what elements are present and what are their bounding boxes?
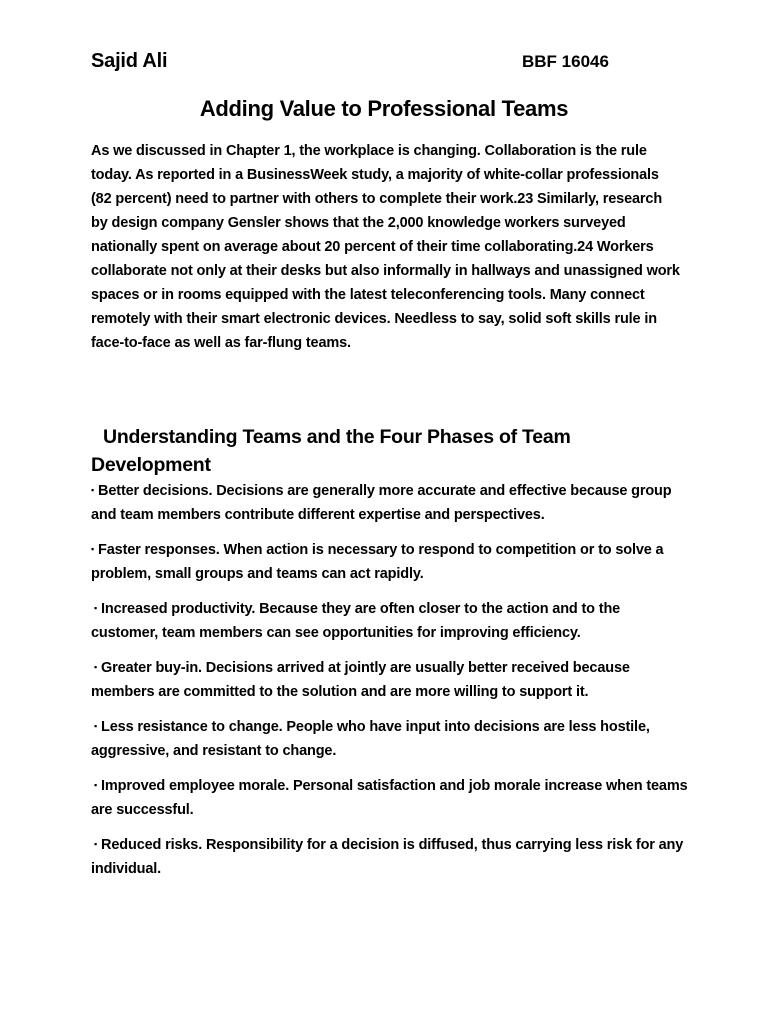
bullet-icon: ▪ [94, 721, 98, 731]
benefit-text: Reduced risks. Responsibility for a decision is diffused, thus carrying less risk for any individual. [91, 837, 684, 877]
course-code: BBF 16046 [522, 52, 609, 71]
bullet-icon: ▪ [91, 544, 95, 554]
benefits-list [91, 478, 691, 891]
benefit-item-reduced-risks [91, 832, 691, 881]
author-name: Sajid Ali [91, 50, 168, 72]
bullet-icon: ▪ [94, 839, 98, 849]
bullet-icon: ▪ [94, 780, 98, 790]
benefit-item-better-decisions [91, 478, 691, 527]
bullet-icon: ▪ [94, 603, 98, 613]
section-heading: Understanding Teams and the Four Phases of Team Development [91, 426, 571, 476]
benefit-text: Increased productivity. Because they are often closer to the action and to the customer, team members can see opportunities for improving efficiency. [91, 601, 621, 641]
benefit-item-increased-productivity [91, 596, 691, 645]
bullet-icon: ▪ [91, 485, 95, 495]
benefit-text: Less resistance to change. People who have input into decisions are less hostile, aggressive, and resistant to change. [91, 719, 650, 759]
benefit-text: Faster responses. When action is necessary to respond to competition or to solve a problem, small groups and teams can act rapidly. [91, 542, 664, 582]
benefit-text: Greater buy-in. Decisions arrived at jointly are usually better received because members are committed to the solution and are more willing to support it. [91, 660, 630, 700]
intro-paragraph: As we discussed in Chapter 1, the workplace is changing. Collaboration is the rule today. As reported in a BusinessWeek study, a majority of white-collar professionals (82 percent) need to partner with others to complete their work.23 Similarly, research by design company Gensler shows that the 2,000 knowledge workers surveyed nationally spent on average about 20 percent of their time collaborating.24 Workers collaborate not only at their desks but also informally in hallways and unassigned work spaces or in rooms equipped with the latest teleconferencing tools. Many connect remotely with their smart electronic devices. Needless to say, solid soft skills rule in face-to-face as well as far-flung teams. [91, 143, 680, 351]
document-header [91, 50, 708, 76]
benefit-item-less-resistance [91, 714, 691, 763]
benefit-item-improved-morale [91, 773, 691, 822]
benefit-text: Improved employee morale. Personal satisfaction and job morale increase when teams are successful. [91, 778, 688, 818]
benefit-text: Better decisions. Decisions are generally more accurate and effective because group and team members contribute different expertise and perspectives. [91, 483, 672, 523]
bullet-icon: ▪ [94, 662, 98, 672]
document-title: Adding Value to Professional Teams [199, 96, 569, 121]
benefit-item-faster-responses [91, 537, 691, 586]
benefit-item-greater-buy-in [91, 655, 691, 704]
